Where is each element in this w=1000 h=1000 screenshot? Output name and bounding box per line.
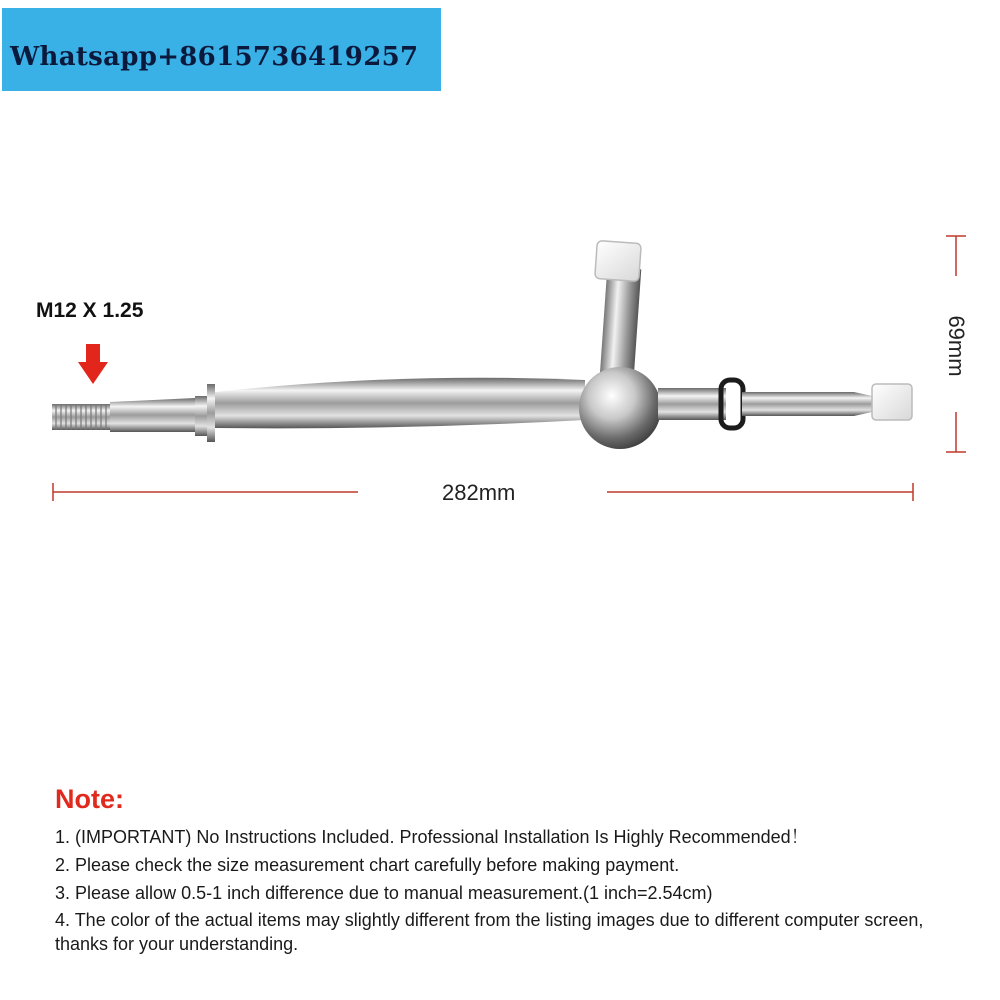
thread-size-label: M12 X 1.25 (36, 299, 144, 322)
main-shaft (215, 378, 585, 429)
rear-rod (742, 392, 854, 416)
banner-text: Whatsapp+8615736419257 (10, 42, 419, 72)
note-item-1: 1. (IMPORTANT) No Instructions Included. Professional Installation Is Highly Recommended！ (55, 827, 809, 847)
shaft-neck (110, 398, 195, 432)
note-item-3: 3. Please allow 0.5-1 inch difference due to manual measurement.(1 inch=2.54cm) (55, 883, 713, 903)
note-title: Note: (55, 784, 124, 814)
rear-shaft (658, 388, 726, 420)
height-label: 69mm (944, 315, 969, 377)
rear-taper (854, 392, 872, 416)
note-item-2: 2. Please check the size measurement chart carefully before making payment. (55, 855, 680, 875)
shaft-collar (207, 384, 215, 442)
shaft-step (195, 396, 207, 436)
threaded-tip (52, 404, 112, 430)
notes-list (55, 824, 975, 958)
note-item-4: 4. The color of the actual items may slightly different from the listing images due to different computer screen, thanks for your understanding. (55, 910, 924, 954)
pivot-ball (579, 367, 661, 449)
thread-pointer-arrow (78, 344, 108, 384)
top-cap (595, 241, 642, 282)
length-label: 282mm (442, 480, 516, 505)
end-cap (872, 384, 912, 420)
